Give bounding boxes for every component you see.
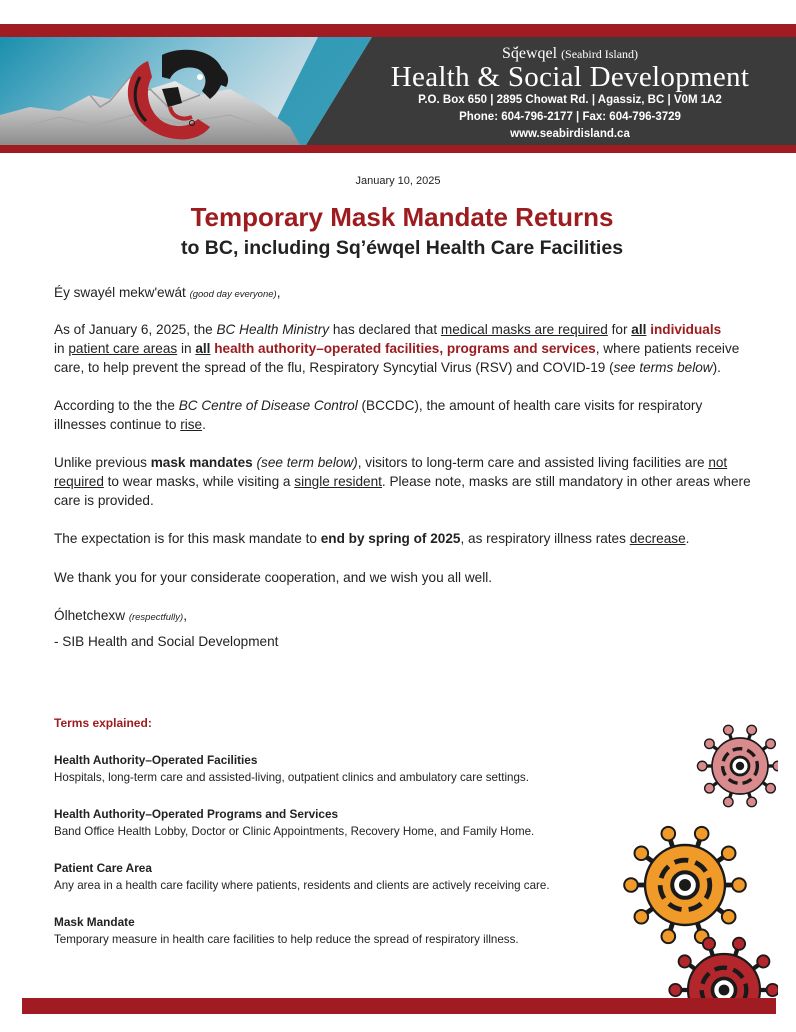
text-run: BC Centre of Disease Control: [178, 398, 358, 413]
org-name-text: Sq̆́ewqel: [501, 45, 558, 62]
text-run: medical masks are required: [440, 322, 608, 337]
virus-icon: [688, 716, 778, 820]
term-definition: Hospitals, long-term care and assisted-living, outpatient clinics and ambulatory care settings.: [54, 771, 529, 784]
letter-date: January 10, 2025: [355, 175, 441, 187]
text-run: to wear masks, while visiting a: [103, 474, 295, 489]
text-run: According to the the: [54, 398, 179, 413]
text-run: As of January 6, 2025, the: [54, 322, 217, 337]
text-run: patient care areas: [68, 341, 178, 356]
closing-translation: (respectfully): [128, 612, 184, 623]
phone-fax: Phone: 604-796-2177 | Fax: 604-796-3729: [459, 111, 681, 123]
text-run: , where patients receive care, to help prevent the spread of the flu, Respiratory Syncytial Virus (RSV) and COVID-19 (: [54, 341, 740, 375]
signature: - SIB Health and Social Development: [54, 634, 279, 649]
text-run: has declared that: [329, 322, 441, 337]
header-bottom-bar: [0, 145, 796, 153]
text-run: single resident: [294, 474, 382, 489]
greeting: [54, 283, 754, 304]
page-title: Temporary Mask Mandate Returns: [190, 202, 614, 232]
text-run: Unlike previous: [54, 455, 151, 470]
closing-punct: ,: [183, 608, 187, 623]
closing: [54, 606, 754, 627]
website-link[interactable]: www.seabirdisland.ca: [510, 128, 630, 140]
greeting-translation: (good day everyone): [189, 289, 277, 300]
text-run: , as respiratory illness rates: [460, 531, 630, 546]
mailing-address: P.O. Box 650 | 2895 Chowat Rd. | Agassiz, BC | V0M 1A2: [418, 94, 722, 106]
term-item: [54, 860, 654, 894]
terms-heading: Terms explained:: [54, 716, 152, 730]
text-run: .: [685, 531, 690, 546]
term-title: Mask Mandate: [54, 915, 135, 929]
text-run: BC Health Ministry: [216, 322, 330, 337]
paragraph-mandate: [54, 320, 754, 377]
letterhead-banner: [0, 37, 796, 145]
text-run: end by spring of 2025: [320, 531, 461, 546]
paragraph-expectation: [54, 529, 754, 548]
term-item: [54, 914, 654, 948]
text-run: rise: [180, 417, 203, 432]
term-title: Health Authority–Operated Facilities: [54, 753, 258, 767]
text-run: decrease: [629, 531, 686, 546]
text-run: (BCCDC), the amount of health care visits for respiratory illnesses continue to: [54, 398, 703, 432]
text-run: in: [54, 341, 69, 356]
term-title: Patient Care Area: [54, 861, 152, 875]
text-run: , visitors to long-term care and assisted living facilities are: [357, 455, 709, 470]
term-title: Health Authority–Operated Programs and Services: [54, 807, 339, 821]
greeting-punct: ,: [276, 285, 281, 300]
term-item: [54, 752, 654, 786]
paragraph-bccdc: [54, 396, 754, 434]
org-subname: (Seabird Island): [561, 47, 639, 61]
text-run: in: [177, 341, 196, 356]
letterhead-text: [360, 37, 780, 145]
header-top-bar: [0, 24, 796, 37]
text-run: (see term below): [256, 455, 358, 470]
text-run: . Please note, masks are still mandatory in other areas where care is provided.: [54, 474, 751, 508]
paragraph-thanks: We thank you for your considerate cooperation, and we wish you all well.: [54, 570, 493, 585]
text-run: all: [631, 322, 647, 337]
department-name: Health & Social Development: [390, 61, 750, 93]
closing-text: Ólhetchexw: [54, 608, 126, 623]
virus-icon: [660, 926, 778, 998]
text-run: .: [202, 417, 206, 432]
text-run: The expectation is for this mask mandate to: [54, 531, 321, 546]
term-definition: Any area in a health care facility where patients, residents and clients are actively receiving care.: [54, 879, 550, 892]
term-item: [54, 806, 654, 840]
text-run: for: [607, 322, 632, 337]
text-run: see terms below: [613, 360, 713, 375]
text-run: ).: [712, 360, 721, 375]
text-run: individuals: [650, 322, 722, 337]
text-run: mask mandates: [150, 455, 253, 470]
greeting-text: Éy swayél mekw'ewát: [54, 285, 186, 300]
text-run: not required: [54, 455, 728, 489]
footer-bar: [22, 998, 776, 1014]
term-definition: Band Office Health Lobby, Doctor or Clinic Appointments, Recovery Home, and Family Home.: [54, 825, 535, 838]
text-run: health authority–operated facilities, programs and services: [214, 341, 596, 356]
term-definition: Temporary measure in health care facilities to help reduce the spread of respiratory illness.: [54, 933, 519, 946]
text-run: all: [195, 341, 211, 356]
paragraph-previous-mandates: [54, 453, 754, 510]
page-subtitle: to BC, including Sq’éwqel Health Care Facilities: [180, 237, 624, 259]
